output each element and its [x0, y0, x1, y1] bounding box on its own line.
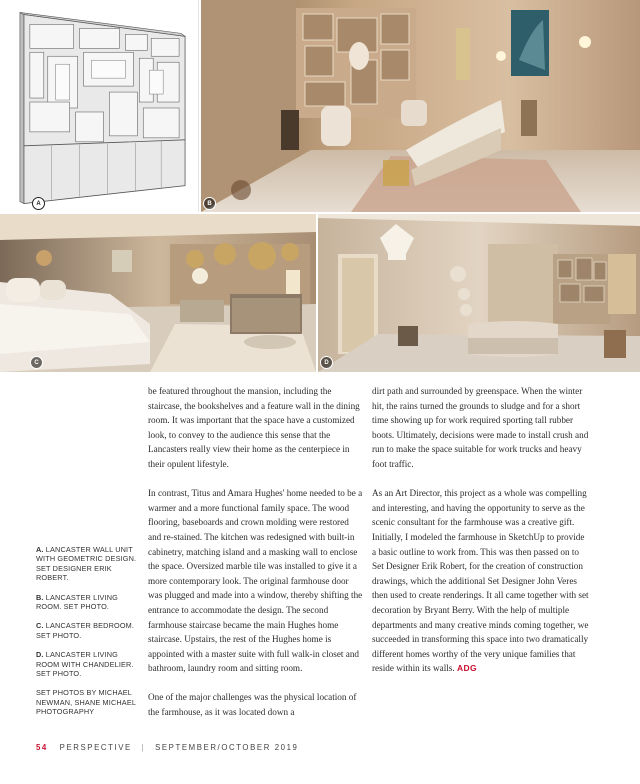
magazine-name: PERSPECTIVE: [59, 743, 132, 752]
caption-text: LANCASTER WALL UNIT WITH GEOMETRIC DESIGN. SET DESIGNER ERIK ROBERT.: [36, 545, 137, 583]
issue-date: SEPTEMBER/OCTOBER 2019: [155, 743, 299, 752]
photo-label-b: B: [203, 197, 216, 210]
paragraph-text: As an Art Director, this project as a whole was compelling and interesting, and having the opportunity to serve as the scenic consultant for the farmhouse was a creative gift. Initially, I modeled the farmhouse in SketchUp to provide a basic outline to work from. This was then passed on to Set Designer Erik Robert, for the creation of construction drawings, which the additional Set Designer John Veres then used to create renderings. It all came together with set decoration by Bryant Berry. With the help of multiple departments and many creative minds coming together, we succeeded in transforming this space into two dramatically different homes worthy of the very unique families that reside within its walls.: [372, 488, 589, 674]
caption-letter: B.: [36, 592, 44, 602]
photo-captions: [36, 545, 140, 727]
caption-text: LANCASTER LIVING ROOM WITH CHANDELIER. SET PHOTO.: [36, 650, 134, 679]
caption-letter: C.: [36, 621, 44, 631]
paragraph: dirt path and surrounded by greenspace. When the winter hit, the rains turned the grounds to sludge and for a short time showing up for work required sporting tall rubber boots. Ultimately, decisions were made to install crush and run to make the space suitable for work trucks and heavy foot traffic.: [372, 386, 589, 469]
living-room-image: [201, 0, 640, 212]
caption-text: LANCASTER LIVING ROOM. SET PHOTO.: [36, 592, 118, 612]
article-column-1: [148, 384, 364, 734]
wall-unit-drawing: [0, 0, 198, 212]
caption-a: [36, 545, 140, 583]
caption-text: LANCASTER BEDROOM. SET PHOTO.: [36, 621, 135, 640]
photo-wall-unit-rendering: [0, 0, 199, 212]
caption-letter: A.: [36, 545, 44, 554]
article-column-2: [372, 384, 590, 690]
photo-living-room: [201, 0, 640, 212]
page-footer: [36, 743, 298, 752]
paragraph: be featured throughout the mansion, including the staircase, the bookshelves and a feature wall in the dining room. It was important that the space have a customized look, to convey to the audience this sense that the Lancasters really view their home as the centerpiece in their opulent lifestyle.: [148, 386, 360, 469]
photo-label-d: D: [320, 356, 333, 369]
caption-b: [36, 593, 140, 612]
end-mark: ADG: [456, 663, 478, 674]
paragraph: One of the major challenges was the physical location of the farmhouse, as it was located down a: [148, 692, 357, 718]
paragraph: In contrast, Titus and Amara Hughes' home needed to be a warmer and a more functional family space. The wood flooring, baseboards and crown molding were restored and re-stained. The kitchen was redesigned with built-in cabinetry, matching island and a masking wall to enclose the space. Oversized marble tile was installed to give it a more contemporary look. The original farmhouse door was plugged and made into a window, thereby shifting the entrance to accommodate the design. The second farmhouse staircase became the main Hughes home staircase. Upstairs, the rest of the Hughes home is appointed with a master suite with full walk-in closet and bathroom, laundry room and sitting room.: [148, 488, 363, 674]
photo-credit: SET PHOTOS BY MICHAEL NEWMAN, SHANE MICHAEL PHOTOGRAPHY: [36, 688, 136, 717]
photo-living-room-chandelier: [318, 214, 640, 372]
photo-bedroom: [0, 214, 316, 372]
photo-label-a: A: [32, 197, 45, 210]
footer-separator: |: [141, 743, 146, 752]
caption-c: [36, 621, 140, 640]
bedroom-image: [0, 214, 316, 372]
paragraph-final: [372, 486, 590, 676]
page-number: 54: [36, 743, 48, 752]
caption-d: [36, 650, 140, 678]
chandelier-room-image: [318, 214, 640, 372]
photo-label-c: C: [30, 356, 43, 369]
caption-letter: D.: [36, 650, 44, 660]
